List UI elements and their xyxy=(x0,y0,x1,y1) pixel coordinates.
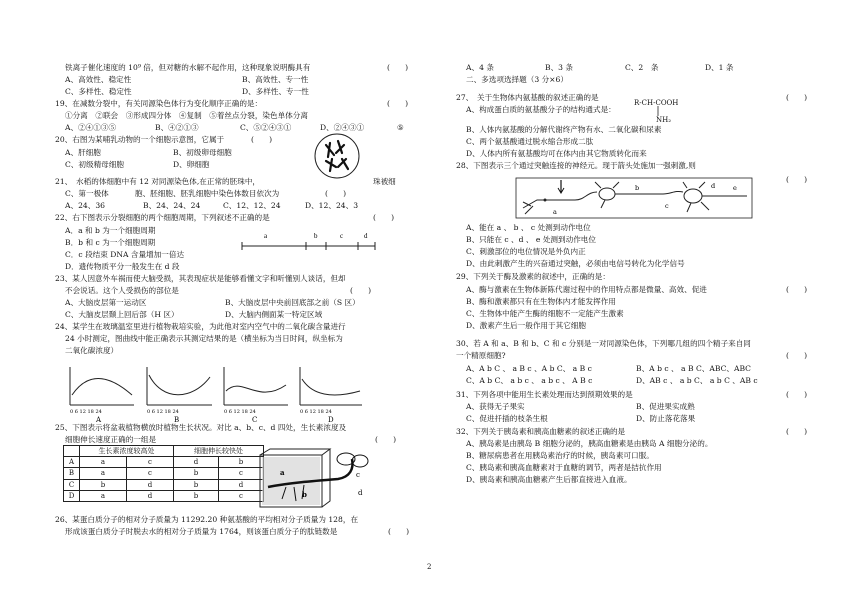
q18-opt-a: A、高效性、稳定性 xyxy=(65,75,132,84)
q25-row xyxy=(64,457,264,468)
q25-row xyxy=(64,490,264,501)
q20-opt-a: A、肝细胞 xyxy=(65,148,101,157)
q31-opt-c: C、促进扦插的枝条生根 xyxy=(466,414,548,423)
q23-stem-a: 23、某人因意外车祸而使大脑受损，其表现症状是能够看懂文字和听懂别人谈话，但却 xyxy=(55,274,346,283)
q23-opt-a: A、大脑皮层第一运动区 xyxy=(65,298,147,307)
q26-opt-d: D、1 条 xyxy=(705,63,734,72)
q22-stem: 22、右下图表示分裂细胞的两个细胞周期，下列叙述不正确的是 xyxy=(55,213,270,222)
q30-opt-a: A、A b C 、 a B c 、A b C、 a B c xyxy=(466,364,592,373)
q31-paren: ( ) xyxy=(786,390,808,399)
q28-neuron-figure xyxy=(515,172,755,220)
q24-graphs xyxy=(62,365,362,423)
q28-label-e: e xyxy=(733,184,737,192)
q24-label-d: D xyxy=(328,416,334,424)
q22-label-d: d xyxy=(364,232,368,240)
q24-label-b: B xyxy=(174,416,180,424)
q21-stem-b: 珠被细 xyxy=(373,177,396,186)
q25-label-d: d xyxy=(358,489,363,497)
q25-cell: a xyxy=(80,490,127,501)
q19-stem: 19、在减数分裂中，有关同源染色体行为变化顺序正确的是： xyxy=(55,99,263,108)
q21-opt-c: C、12、12、24 xyxy=(223,201,281,210)
q20-opt-e: C、第一极体 xyxy=(65,189,109,198)
q27-stem: 27、 关于生物体内氨基酸的叙述正确的是 xyxy=(456,93,599,102)
q19-opt-d: D、②④③① xyxy=(320,123,365,132)
q29-opt-d: D、激素产生后一般作用于其它细胞 xyxy=(466,321,586,330)
q32-stem: 32、下列关于胰岛素和胰高血糖素的叙述正确的是 xyxy=(456,427,626,436)
q25-row xyxy=(64,468,264,479)
q25-stem-a: 25、下图表示将盆栽植物横放时植物生长状况。对比 a、b、c、d 四处，生长素浓度及 xyxy=(55,423,347,432)
q31-opt-a: A、获得无子果实 xyxy=(466,402,525,411)
q26-opt-c: C、2 条 xyxy=(625,63,659,72)
q25-cell: b xyxy=(174,468,219,479)
q22-cycle-diagram xyxy=(240,228,380,258)
q26-stem-b: 形成该蛋白质分子时脱去水的相对分子质量为 1764，则该蛋白质分子的肽链数是 xyxy=(65,527,338,536)
q21-opt-a: A、24、36 xyxy=(65,201,105,210)
q19-paren: ( ) xyxy=(387,99,409,108)
q23-opt-d: D、大脑内侧面某一特定区域 xyxy=(225,310,323,319)
q30-opt-d: D、AB c 、 a b C、 a b C 、AB c xyxy=(636,376,758,385)
q27-paren: ( ) xyxy=(786,93,808,102)
page-number: 2 xyxy=(427,563,432,571)
q27-opt-a: A、构成蛋白质的氨基酸分子的结构通式是： xyxy=(466,105,616,114)
q25-label-c: c xyxy=(356,471,360,479)
q25-cell: B xyxy=(64,468,80,479)
q25-cell: b xyxy=(174,479,219,490)
q25-cell: d xyxy=(127,479,174,490)
q25-cell: a xyxy=(80,457,127,468)
q27-formula-bottom: NH₂ xyxy=(656,116,672,124)
q25-cell: A xyxy=(64,457,80,468)
q19-items: ①分离 ②联会 ③形成四分体 ④复制 ⑤着丝点分裂，染色单体分离 xyxy=(65,111,308,120)
q21-stem: 21、 水稻的体细胞中有 12 对同源染色体,在正常的胚珠中， xyxy=(55,177,261,186)
q32-paren: ( ) xyxy=(786,427,808,436)
q25-cell: d xyxy=(219,479,264,490)
q23-opt-b: B、大脑皮层中央前回底部之前（S 区） xyxy=(225,298,360,307)
q31-opt-d: D、防止落花落果 xyxy=(636,414,696,423)
q28-paren: ( ) xyxy=(786,175,808,184)
q24-label-a: A xyxy=(96,416,102,424)
q25-cell: D xyxy=(64,490,80,501)
q20-opt-c: C、初级精母细胞 xyxy=(65,160,124,169)
q25-header-elongation: 细胞伸长较快处 xyxy=(174,446,264,457)
q20-cell-figure xyxy=(312,131,362,181)
q23-stem-b: 不会说话。这个人受损伤的部位是 xyxy=(65,286,179,295)
q20-paren: ( ) xyxy=(251,135,273,144)
q30-opt-c: C、A b C、 a b c 、 a b c 、 A B c xyxy=(466,376,593,385)
q30-paren: ( ) xyxy=(786,351,808,360)
q30-stem-b: 一个精原细胞? xyxy=(456,351,506,360)
q18-opt-d: D、多样性、专一性 xyxy=(242,87,309,96)
q24-ticks-a: 0 6 12 18 24 xyxy=(70,409,102,415)
q24-stem-a: 24、某学生在玻璃温室里进行植物栽培实验，为此他对室内空气中的二氧化碳含量进行 xyxy=(55,322,346,331)
q26-opt-b: B、3 条 xyxy=(545,63,574,72)
q24-graph-d xyxy=(300,367,362,424)
q22-label-c: c xyxy=(340,232,344,240)
q28-opt-c: C、刺激部位的电位情况是外负内正 xyxy=(466,247,586,256)
q25-stem-b: 细胞伸长速度正确的一组是 xyxy=(65,435,157,444)
q28-label-b: b xyxy=(635,184,640,192)
q28-label-c: c xyxy=(665,202,669,210)
q26-stem-a: 26、某蛋白质分子的相对分子质量为 11292.20 种氨基酸的平均相对分子质量为 128，在 xyxy=(55,515,359,524)
q24-stem-b: 24 小时测定，图曲线中能正确表示其测定结果的是（横坐标为当日时间，纵坐标为 xyxy=(65,334,343,343)
q27-opt-b: B、人体内氨基酸的分解代谢终产物有水、二氧化碳和尿素 xyxy=(466,125,662,134)
section-2-heading: 二、多选项选择题（3 分×6） xyxy=(466,75,568,84)
q30-opt-b: B、A b c 、 a B C、ABC、ABC xyxy=(636,364,751,373)
q18-opt-c: C、多样性、稳定性 xyxy=(65,87,132,96)
neuron-1 xyxy=(523,192,597,214)
q23-paren: ( ) xyxy=(350,286,372,295)
q25-cell: c xyxy=(127,457,174,468)
q24-ticks-d: 0 6 12 18 24 xyxy=(300,409,332,415)
q26-paren: ( ) xyxy=(388,527,410,536)
q24-ticks-b: 0 6 12 18 24 xyxy=(147,409,179,415)
q22-paren: ( ) xyxy=(373,213,395,222)
q19-opt-a: A、②④①③⑤ xyxy=(65,123,117,132)
q28-opt-d: D、由此刺激产生的兴奋通过突触，必须由电信号转化为化学信号 xyxy=(466,259,685,268)
q28-label-d: d xyxy=(711,182,716,190)
q25-cell: C xyxy=(64,479,80,490)
q25-plant-figure xyxy=(258,447,370,511)
q30-stem-a: 30、若 A 和 a、B 和 b、C 和 c 分别是一对同源染色体，下列哪几组的四个精子来自同 xyxy=(456,339,751,348)
q19-opt-c: C、⑤②④③① xyxy=(240,123,292,132)
q25-cell: d xyxy=(127,490,174,501)
q25-table xyxy=(63,445,264,502)
q29-stem: 29、下列关于酶及激素的叙述中，正确的是： xyxy=(456,272,610,281)
q22-opt-b: B．b 和 c 为一个细胞周期 xyxy=(65,238,156,247)
q21-stem-c: 胞、胚细胞、胚乳细胞中染色体数目依次为 xyxy=(135,189,280,198)
q25-label-b: b xyxy=(302,490,307,499)
q29-opt-c: C、生物体中能产生酶的细胞不一定能产生激素 xyxy=(466,309,624,318)
q28-opt-b: B、只能在 c 、d 、 e 处测到动作电位 xyxy=(466,235,596,244)
q25-header-auxin: 生长素浓度较高处 xyxy=(80,446,174,457)
q22-opt-c: C．c 段结束 DNA 含量增加一倍达 xyxy=(65,250,185,259)
q25-label-a: a xyxy=(280,468,285,477)
q24-ticks-c: 0 6 12 18 24 xyxy=(224,409,256,415)
q32-opt-a: A、胰岛素是由胰岛 B 细胞分泌的，胰高血糖素是由胰岛 A 细胞分泌的。 xyxy=(466,439,713,448)
q32-opt-d: D、胰岛素和胰高血糖素产生后都直接进入血液。 xyxy=(466,475,632,484)
q25-cell: d xyxy=(174,457,219,468)
q25-paren: ( ) xyxy=(375,435,397,444)
q32-opt-c: C、胰岛素和胰高血糖素对于血糖的调节，两者是拮抗作用 xyxy=(466,463,662,472)
q18-paren: ( ) xyxy=(387,63,409,72)
q22-opt-d: D．遗传物质平分一般发生在 d 段 xyxy=(65,262,180,271)
q19-opt-tail: ⑤ xyxy=(397,123,404,132)
q31-opt-b: B、促进果实成熟 xyxy=(636,402,695,411)
q18-tail: 铁离子催化速度的 10⁹ 倍，但对糖的水解不起作用，这种现象说明酶具有 xyxy=(65,63,311,72)
q24-label-c: C xyxy=(252,416,258,424)
q22-opt-a: A．a 和 b 为一个细胞周期 xyxy=(65,226,156,235)
q22-label-a: a xyxy=(264,232,268,240)
q20-stem: 20、右图为某哺乳动物的一个细胞示意图，它属于 xyxy=(55,135,225,144)
q20-opt-d: D、卵细胞 xyxy=(173,160,210,169)
q27-opt-d: D、人体内所有氨基酸均可在体内由其它物质转化而来 xyxy=(466,149,647,158)
q23-opt-c: C、大脑皮层颞上回后部（H 区） xyxy=(65,310,179,319)
q28-stem: 28、下图表示三个通过突触连接的神经元。现于箭头处施加一强刺激,则 xyxy=(456,161,696,170)
q21-paren: ( ) xyxy=(325,189,347,198)
q25-header-blank xyxy=(64,446,80,457)
q24-graph-c xyxy=(224,367,288,424)
q27-opt-c: C、两个氨基酸通过脱水缩合形成二肽 xyxy=(466,137,594,146)
q25-cell: c xyxy=(219,468,264,479)
q20-opt-b: B、初级卵母细胞 xyxy=(173,148,232,157)
q18-opt-b: B、高效性、专一性 xyxy=(242,75,309,84)
q27-formula-bond xyxy=(636,106,676,118)
q24-graph-b xyxy=(147,367,212,424)
q29-opt-b: B、酶和激素都只有在生物体内才能发挥作用 xyxy=(466,297,616,306)
q21-opt-b: B、24、24、24 xyxy=(143,201,201,210)
q28-opt-a: A、能在 a 、 b 、 c 处测到动作电位 xyxy=(466,223,591,232)
q21-opt-d: D、12、24、3 xyxy=(305,201,359,210)
q24-graph-a xyxy=(70,367,134,424)
neuron-2 xyxy=(595,182,663,208)
q25-cell: b xyxy=(174,490,219,501)
q29-paren: ( ) xyxy=(786,285,808,294)
q27-formula-top: R-CH-COOH xyxy=(634,99,679,107)
q25-cell: c xyxy=(219,490,264,501)
q31-stem: 31、下列各项中能用生长素处理而达到预期效果的是 xyxy=(456,390,633,399)
q26-opt-a: A、4 条 xyxy=(466,63,494,72)
q22-label-b: b xyxy=(314,232,318,240)
q19-opt-b: B、④②①③ xyxy=(155,123,199,132)
q24-stem-c: 二氧化碳浓度） xyxy=(65,346,119,355)
q28-label-a: a xyxy=(553,208,557,216)
q25-cell: b xyxy=(80,479,127,490)
q25-row xyxy=(64,479,264,490)
q25-cell: b xyxy=(219,457,264,468)
q32-opt-b: B、糖尿病患者在用胰岛素治疗的时候，胰岛素可口服。 xyxy=(466,451,654,460)
q25-cell: c xyxy=(127,468,174,479)
q25-cell: a xyxy=(80,468,127,479)
q29-opt-a: A、酶与激素在生物体新陈代谢过程中的作用特点都是微量、高效、促进 xyxy=(466,285,707,294)
